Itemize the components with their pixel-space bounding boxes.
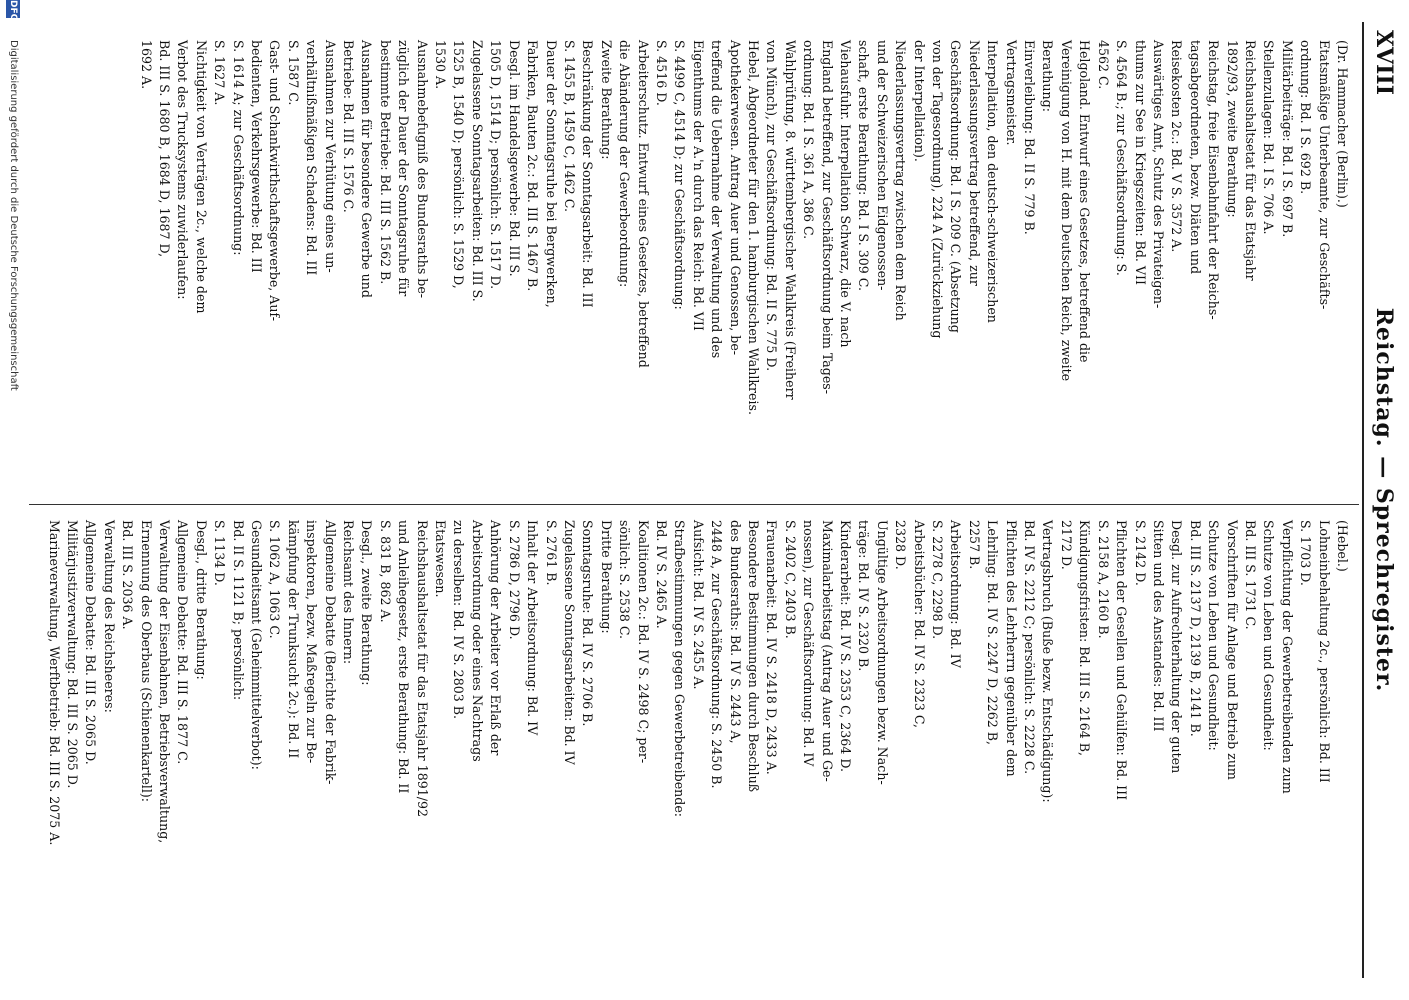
right-column-line: S. 831 B, 862 A. — [377, 520, 393, 623]
left-column-line: von der Tagesordnung), 224 A (Zurückziehung — [930, 40, 946, 339]
right-column-line: Lohneinbehaltung 2c., persönlich: Bd. III — [1316, 520, 1332, 783]
left-column-line: Berathung: — [1040, 40, 1056, 112]
left-column-line: tagsabgeordneten, bezw. Diäten und — [1187, 40, 1203, 275]
right-column-line: S. 2786 D, 2796 D. — [506, 520, 522, 640]
right-column-line: des Bundesraths: Bd. IV S. 2443 A, — [727, 520, 743, 744]
right-column-line: Marineverwaltung, Werftbetrieb: Bd. III S. 2075 A. — [46, 520, 62, 846]
right-column-line: Bd. III S. 1731 C. — [1242, 520, 1258, 630]
left-column-line: S. 4564 B.; zur Geschäftsordnung: S. — [1114, 40, 1130, 276]
right-column-line: S. 1062 A, 1063 C. — [267, 520, 283, 639]
right-column-line: sönlich: S. 2538 C. — [617, 520, 633, 640]
left-column-line: Zugelassene Sonntagsarbeiten: Bd. III S. — [469, 40, 485, 302]
left-column-line: bedienten, Verkehrsgewerbe: Bd. III — [249, 40, 265, 273]
right-column-line: und Anleihegesetz, erste Berathung: Bd. II — [396, 520, 412, 794]
right-column-line: Militärjustizverwaltung: Bd. III S. 2065 D. — [64, 520, 80, 789]
right-column-line: Schutze von Leben und Gesundheit: — [1206, 520, 1222, 751]
header-rule — [1362, 22, 1364, 978]
left-column-line: 1692 A. — [138, 40, 154, 90]
right-column-line: Bd. IV S. 2212 C; persönlich: S. 2228 C. — [1022, 520, 1038, 775]
left-column-line: (Dr. Hammacher (Berlin).) — [1335, 40, 1350, 208]
right-column-line: Besondere Bestimmungen durch Beschluß — [746, 520, 761, 793]
left-column-line: Gast- und Schankwirthschaftsgewerbe, Auf- — [267, 40, 283, 321]
left-column-line: Dauer der Sonntagsruhe bei Bergwerken, — [543, 40, 559, 308]
left-column-line: 1525 B, 1540 D; persönlich: S. 1529 D, — [451, 40, 467, 289]
right-column-line: 2328 D. — [893, 520, 909, 570]
page-number: XVIII — [1371, 30, 1397, 96]
right-column-line: zu derselben: Bd. IV S. 2803 B. — [451, 520, 467, 719]
left-column-line: England betreffend, zur Geschäftsordnung beim Tages- — [819, 40, 835, 395]
dfg-logo: DFG — [8, 0, 18, 22]
right-column-line: Zugelassene Sonntagsarbeiten: Bd. IV — [561, 520, 577, 765]
right-column-line: S. 2142 D. — [1132, 520, 1148, 586]
left-column-line: Nichtigkeit von Verträgen 2c., welche dem — [193, 40, 209, 314]
left-column-line: 1892/93, zweite Berathung: — [1224, 40, 1240, 218]
right-column-line: nossen), zur Geschäftsordnung: Bd. IV — [801, 520, 817, 767]
right-column-line: Reichshaushaltsetat für das Etatsjahr 1891/92 — [414, 520, 430, 818]
right-column-line: Arbeitsordnung oder eines Nachtrags — [469, 520, 485, 762]
left-column-line: Ausnahmebefugniß des Bundesraths be- — [414, 40, 430, 299]
left-column-line: 4562 C. — [1095, 40, 1111, 90]
right-column-line: Anhörung der Arbeiter vor Erlaß der — [488, 520, 504, 756]
left-column-line: S. 1614 A; zur Geschäftsordnung: — [230, 40, 246, 256]
right-column-line: Arbeitsbücher: Bd. IV S. 2323 C, — [911, 520, 927, 729]
left-column-line: Beschränkung der Sonntagsarbeit: Bd. III — [580, 40, 596, 308]
left-column-line: Reichstag, freie Eisenbahnfahrt der Reichs- — [1206, 40, 1222, 320]
left-column-line: Desgl. im Handelsgewerbe: Bd. III S. — [506, 40, 522, 277]
right-column-line: Sitten und des Anstandes: Bd. III — [1150, 520, 1166, 732]
right-column-line: S. 1703 D. — [1298, 520, 1314, 586]
right-column-line: Ernennung des Oberbaus (Schienenkartell): — [138, 520, 154, 803]
left-column-line: ordnung: Bd. I S. 361 A, 386 C. — [801, 40, 817, 240]
right-column-line: S. 1134 D. — [212, 520, 228, 586]
right-column-line: Verwaltung des Reichsheeres: — [101, 520, 117, 713]
left-column-line: verhältnißmäßigen Schadens: Bd. III — [304, 40, 320, 276]
left-column-line: die Abänderung der Gewerbeordnung: — [617, 40, 633, 288]
right-column-line: Frauenarbeit: Bd. IV S. 2418 D, 2433 A. — [764, 520, 780, 775]
left-column-line: Eigenthums der A.'n durch das Reich: Bd. VII — [690, 40, 706, 331]
left-column-line: der Interpellation). — [911, 40, 927, 162]
right-column-line: Allgemeine Debatte: Bd. III S. 2065 D. — [83, 520, 99, 765]
left-column-line: Vereinigung von H. mit dem Deutschen Reich, zweite — [1058, 40, 1074, 382]
left-column-line: Verbot des Trucksystems zuwiderlaufen: — [175, 40, 191, 300]
left-column-line: S. 4516 D. — [653, 40, 669, 106]
right-column-line: Bd. III S. 2137 D, 2139 B, 2141 B. — [1187, 520, 1203, 737]
left-column-line: S. 1587 C. — [285, 40, 301, 106]
left-column-line: züglich der Dauer der Sonntagsruhe für — [396, 40, 412, 297]
left-column-line: Hebel, Abgeordneter für den 1. hamburgischen Wahlkreis. — [746, 40, 761, 415]
left-column-line: Wahlprüfung, 8. württembergischer Wahlkreis (Freiherr — [782, 40, 798, 400]
left-column-line: S. 4499 C, 4514 D; zur Geschäftsordnung: — [672, 40, 688, 310]
right-column-line: Verpflichtung der Gewerbetreibenden zum — [1279, 520, 1295, 794]
left-column-line: Auswärtiges Amt, Schutz des Privateigen- — [1150, 40, 1166, 309]
right-column-line: Dritte Berathung: — [598, 520, 614, 634]
left-column-line: Viehausfuhr. Interpellation Schwarz, die V. nach — [838, 40, 854, 348]
right-column-line: Verwaltung der Eisenbahnen, Betriebsverwaltung, — [157, 520, 172, 844]
left-column-line: Ausnahmen zur Verhütung eines un- — [322, 40, 338, 273]
left-column-line: S. 1627 A. — [212, 40, 228, 106]
right-column-line: Reichsamt des Innern: — [341, 520, 357, 665]
right-column-line: Pflichten der Gesellen und Gehülfen: Bd. III — [1114, 520, 1130, 801]
right-column-line: S. 2278 C, 2298 D. — [930, 520, 946, 640]
left-column-line: Geschäftsordnung: Bd. I S. 209 C. (Absetzung — [948, 40, 964, 333]
right-column-line: Desgl. zur Aufrechterhaltung der guten — [1169, 520, 1185, 774]
right-column-line: (Hebel.) — [1335, 520, 1350, 572]
column-divider — [29, 504, 1359, 505]
left-column-line: bestimmte Betriebe: Bd. III S. 1562 B. — [377, 40, 393, 285]
left-column-line: Arbeiterschutz. Entwurf eines Gesetzes, betreffend — [635, 40, 651, 368]
left-column-line: 1530 A. — [433, 40, 449, 90]
right-column-line: S. 2761 B. — [543, 520, 559, 586]
left-column-line: Militärbeiträge: Bd. I S. 697 B. — [1279, 40, 1295, 238]
page-title: Reichstag. — Sprechregister. — [1371, 307, 1397, 693]
right-column-line: Koalitionen 2c.: Bd. IV S. 2498 C; per- — [635, 520, 651, 764]
right-column-line: 2172 D. — [1058, 520, 1074, 570]
left-column-line: und der Schweizerischen Eidgenossen- — [874, 40, 890, 291]
right-column-line: Aufsicht: Bd. IV S. 2455 A. — [690, 520, 706, 690]
right-column-line: Lehrling: Bd. IV S. 2247 D, 2262 B, — [985, 520, 1001, 746]
right-column-line: inspektoren, bezw. Maßregeln zur Be- — [304, 520, 320, 764]
left-column-line: Zweite Berathung: — [598, 40, 614, 160]
left-column-line: Etatsmäßige Unterbeamte, zur Geschäfts- — [1316, 40, 1332, 310]
left-column-line: thums zur See in Kriegszeiten: Bd. VII — [1132, 40, 1148, 285]
left-column-line: Einverleibung: Bd. II S. 779 B. — [1022, 40, 1038, 235]
left-column-line: Interpellation, den deutsch-schweizerischen — [985, 40, 1001, 323]
left-column-line: Fabriken, Bauten 2c.: Bd. III S. 1467 B. — [525, 40, 541, 292]
right-column-line: Etatswesen. — [433, 520, 449, 598]
right-column-line: Desgl., zweite Berathung: — [359, 520, 375, 686]
left-column-line: S. 1455 B, 1459 C, 1462 C. — [561, 40, 577, 212]
page-header — [1367, 30, 1401, 970]
left-column-line: treffend die Uebernahme der Verwaltung und des — [709, 40, 725, 359]
right-column-line: Bd. IV S. 2465 A. — [653, 520, 669, 629]
right-column-line: Schutze von Leben und Gesundheit: — [1261, 520, 1277, 751]
right-column-line: S. 2402 C, 2403 B. — [782, 520, 798, 639]
left-column-line: schaft, erste Berathung: Bd. I S. 309 C. — [856, 40, 872, 291]
right-column-line: Arbeitsordnung: Bd. IV — [948, 520, 964, 668]
right-column-line: S. 2158 A, 2160 B. — [1095, 520, 1111, 639]
left-column-line: von Münch), zur Geschäftsordnung: Bd. II S. 775 D. — [764, 40, 780, 372]
right-column-line: Vertragsbruch (Buße bezw. Entschädigung): — [1040, 520, 1056, 803]
right-column — [44, 520, 1351, 975]
right-column-line: Gesundheitsamt (Geheimmittelverbot): — [249, 520, 265, 770]
right-column-line: träge: Bd. IV S. 2320 B. — [856, 520, 872, 672]
right-column-line: Vorschriften für Anlage und Betrieb zum — [1224, 520, 1240, 780]
right-column-line: Allgemeine Debatte: Bd. III S. 1877 C. — [175, 520, 191, 765]
left-column-line: 1505 D, 1514 D; persönlich: S. 1517 D. — [488, 40, 504, 290]
left-column-line: Vertragsmeister. — [1003, 40, 1019, 146]
left-column-line: Niederlassungsvertrag betreffend, zur — [966, 40, 982, 286]
right-column-line: 2448 A, zur Geschäftsordnung: S. 2450 B. — [709, 520, 725, 789]
right-column-line: Inhalt der Arbeitsordnung: Bd. IV — [525, 520, 541, 736]
left-column-line: Niederlassungsvertrag zwischen dem Reich — [893, 40, 909, 321]
left-column — [136, 40, 1351, 495]
right-column-line: Ungültige Arbeitsordnungen bezw. Nach- — [874, 520, 890, 785]
digitization-credit: Digitalisierung gefördert durch die Deutsche Forschungsgemeinschaft — [8, 40, 19, 391]
left-column-line: Apothekerwesen. Antrag Auer und Genossen, be- — [727, 40, 743, 356]
left-column-line: Bd. III S. 1680 B, 1684 D, 1687 D, — [157, 40, 172, 258]
left-column-line: ordnung: Bd. I S. 692 B. — [1298, 40, 1314, 195]
right-column-line: Sonntagsruhe: Bd. IV S. 2706 B. — [580, 520, 596, 727]
left-column-line: Stellenzulagen: Bd. I S. 706 A. — [1261, 40, 1277, 235]
right-column-line: Pflichten des Lehrherrn gegenüber dem — [1003, 520, 1019, 777]
right-column-line: Kündigungsfristen: Bd. III S. 2164 B, — [1077, 520, 1093, 757]
left-column-line: Betriebe: Bd. III S. 1576 C. — [341, 40, 357, 213]
right-column-line: Desgl., dritte Berathung: — [193, 520, 209, 680]
left-column-line: Helgoland. Entwurf eines Gesetzes, betreffend die — [1077, 40, 1093, 363]
right-column-line: Bd. III S. 2036 A. — [120, 520, 136, 630]
right-column-line: Bd. II S. 1121 B; persönlich: — [230, 520, 246, 701]
right-column-line: Kinderarbeit: Bd. IV S. 2353 C, 2364 D. — [838, 520, 854, 772]
left-column-line: Ausnahmen für besondere Gewerbe und — [359, 40, 375, 298]
right-column-line: 2257 B. — [966, 520, 982, 570]
left-column-line: Reichshaushaltsetat für das Etatsjahr — [1242, 40, 1258, 281]
right-column-line: kämpfung der Trunksucht 2c.): Bd. II — [285, 520, 301, 759]
left-column-line: Reisekosten 2c.: Bd. V S. 3572 A. — [1169, 40, 1185, 253]
right-column-line: Maximalarbeitstag (Antrag Auer und Ge- — [819, 520, 835, 782]
right-column-line: Strafbestimmungen gegen Gewerbetreibende: — [672, 520, 688, 818]
right-column-line: Allgemeine Debatte (Berichte der Fabrik- — [322, 520, 338, 785]
